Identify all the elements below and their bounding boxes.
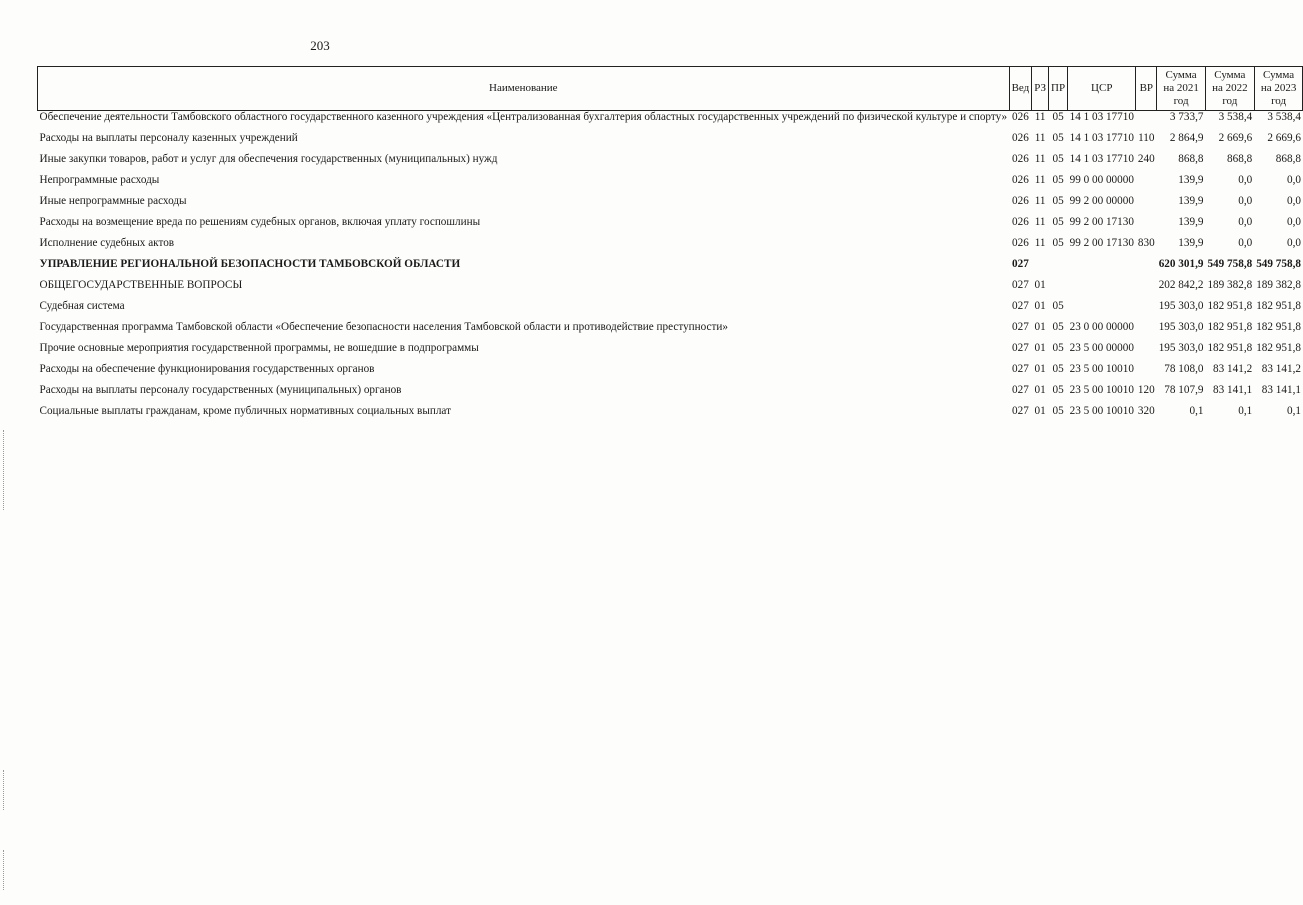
cell-ved: 026 [1012, 195, 1029, 207]
cell-pr: 05 [1052, 132, 1064, 144]
cell-sum-2022: 83 141,1 [1213, 384, 1253, 396]
cell-ved: 027 [1012, 321, 1029, 333]
cell-csr: 14 1 03 17710 [1069, 153, 1134, 165]
cell-sum-2023: 2 669,6 [1267, 132, 1301, 144]
cell-sum-2023: 868,8 [1275, 153, 1301, 165]
scan-margin-mark [3, 850, 5, 890]
col-header-name: Наименование [38, 67, 1010, 111]
cell-ved: 027 [1012, 405, 1029, 417]
cell-name: Социальные выплаты гражданам, кроме публичных нормативных социальных выплат [39, 405, 451, 417]
cell-sum-2022: 0,0 [1238, 195, 1253, 207]
cell-sum-2022: 2 669,6 [1218, 132, 1253, 144]
cell-sum-2022: 0,0 [1238, 216, 1253, 228]
cell-rz [1032, 258, 1049, 279]
cell-ved: 026 [1012, 132, 1029, 144]
table-row [38, 321, 1303, 342]
budget-table [37, 66, 1303, 426]
table-row [38, 300, 1303, 321]
cell-rz: 01 [1034, 321, 1046, 333]
cell-sum-2023: 182 951,8 [1256, 300, 1301, 312]
cell-csr: 99 2 00 17130 [1069, 216, 1134, 228]
cell-ved: 026 [1012, 174, 1029, 186]
cell-rz: 01 [1034, 279, 1046, 291]
cell-sum-2021: 78 107,9 [1164, 384, 1204, 396]
col-header-sum-2022: Сумма на 2022 год [1205, 67, 1254, 111]
cell-sum-2022: 0,0 [1238, 174, 1253, 186]
cell-sum-2022: 3 538,4 [1218, 111, 1253, 123]
cell-vr [1136, 300, 1157, 321]
cell-pr: 05 [1052, 111, 1064, 123]
table-row [38, 363, 1303, 384]
cell-name: Расходы на выплаты персоналу казенных учреждений [39, 132, 298, 144]
cell-vr [1136, 174, 1157, 195]
cell-sum-2023: 0,0 [1286, 237, 1301, 249]
table-row [38, 405, 1303, 426]
cell-sum-2021: 139,9 [1178, 174, 1204, 186]
cell-sum-2021: 195 303,0 [1158, 321, 1204, 333]
cell-csr [1068, 300, 1136, 321]
cell-rz: 01 [1034, 342, 1046, 354]
cell-csr: 23 5 00 10010 [1069, 384, 1134, 396]
cell-name: Расходы на обеспечение функционирования государственных органов [39, 363, 375, 375]
table-row [38, 237, 1303, 258]
cell-pr: 05 [1052, 300, 1064, 312]
cell-name: Расходы на выплаты персоналу государственных (муниципальных) органов [39, 384, 402, 396]
cell-sum-2022: 868,8 [1227, 153, 1253, 165]
cell-sum-2021: 139,9 [1178, 237, 1204, 249]
cell-vr [1136, 363, 1157, 384]
cell-vr: 240 [1137, 153, 1155, 165]
cell-vr: 830 [1137, 237, 1155, 249]
cell-sum-2023: 182 951,8 [1256, 321, 1301, 333]
col-header-sum-2021: Сумма на 2021 год [1157, 67, 1206, 111]
table-body [38, 111, 1303, 427]
scan-margin-mark [3, 770, 5, 810]
cell-vr [1136, 258, 1157, 279]
cell-pr [1049, 258, 1068, 279]
cell-pr: 05 [1052, 216, 1064, 228]
cell-sum-2021: 195 303,0 [1158, 342, 1204, 354]
cell-pr: 05 [1052, 153, 1064, 165]
col-header-rz: РЗ [1032, 67, 1049, 111]
cell-name: Судебная система [39, 300, 125, 312]
table-row [38, 111, 1303, 133]
cell-pr: 05 [1052, 405, 1064, 417]
cell-rz: 11 [1034, 174, 1046, 186]
table-row [38, 258, 1303, 279]
cell-ved: 027 [1012, 363, 1029, 375]
cell-pr: 05 [1052, 195, 1064, 207]
cell-sum-2021: 3 733,7 [1169, 111, 1204, 123]
cell-sum-2022: 189 382,8 [1207, 279, 1253, 291]
cell-csr: 23 5 00 00000 [1069, 342, 1134, 354]
table-row [38, 384, 1303, 405]
cell-vr [1136, 342, 1157, 363]
cell-csr: 99 2 00 17130 [1069, 237, 1134, 249]
cell-sum-2021: 139,9 [1178, 216, 1204, 228]
cell-name: УПРАВЛЕНИЕ РЕГИОНАЛЬНОЙ БЕЗОПАСНОСТИ ТАМБОВСКОЙ ОБЛАСТИ [39, 258, 461, 270]
cell-ved: 027 [1012, 279, 1029, 291]
cell-vr: 120 [1137, 384, 1155, 396]
cell-ved: 027 [1012, 258, 1029, 270]
cell-csr: 14 1 03 17710 [1069, 111, 1134, 123]
cell-name: Исполнение судебных актов [39, 237, 175, 249]
table-row [38, 132, 1303, 153]
cell-sum-2023: 549 758,8 [1256, 258, 1301, 270]
cell-rz: 01 [1034, 384, 1046, 396]
cell-sum-2021: 2 864,9 [1169, 132, 1204, 144]
cell-sum-2023: 0,0 [1286, 216, 1301, 228]
cell-ved: 027 [1012, 300, 1029, 312]
cell-sum-2023: 0,1 [1286, 405, 1301, 417]
cell-sum-2022: 0,0 [1238, 237, 1253, 249]
cell-ved: 026 [1012, 237, 1029, 249]
col-header-pr: ПР [1049, 67, 1068, 111]
cell-csr: 99 0 00 00000 [1069, 174, 1134, 186]
cell-name: Государственная программа Тамбовской области «Обеспечение безопасности населения Тамбовской области и противодействие преступности» [39, 321, 728, 333]
col-header-vr: ВР [1136, 67, 1157, 111]
table-row [38, 153, 1303, 174]
cell-sum-2022: 0,1 [1238, 405, 1253, 417]
cell-pr: 05 [1052, 321, 1064, 333]
cell-name: Расходы на возмещение вреда по решениям судебных органов, включая уплату госпошлины [39, 216, 481, 228]
cell-name: Непрограммные расходы [39, 174, 160, 186]
cell-csr: 99 2 00 00000 [1069, 195, 1134, 207]
cell-vr [1136, 321, 1157, 342]
cell-sum-2021: 78 108,0 [1164, 363, 1204, 375]
cell-rz: 11 [1034, 237, 1046, 249]
cell-sum-2023: 0,0 [1286, 195, 1301, 207]
cell-ved: 026 [1012, 153, 1029, 165]
scan-margin-mark [3, 430, 5, 510]
cell-rz: 11 [1034, 153, 1046, 165]
cell-vr: 320 [1137, 405, 1155, 417]
cell-ved: 027 [1012, 342, 1029, 354]
cell-sum-2022: 549 758,8 [1207, 258, 1253, 270]
table-row [38, 174, 1303, 195]
cell-rz: 11 [1034, 111, 1046, 123]
cell-rz: 11 [1034, 195, 1046, 207]
cell-csr: 23 0 00 00000 [1069, 321, 1134, 333]
cell-csr: 14 1 03 17710 [1069, 132, 1134, 144]
cell-name: ОБЩЕГОСУДАРСТВЕННЫЕ ВОПРОСЫ [39, 279, 243, 291]
cell-vr [1136, 279, 1157, 300]
cell-pr: 05 [1052, 174, 1064, 186]
cell-ved: 026 [1012, 111, 1029, 123]
cell-name: Иные непрограммные расходы [39, 195, 187, 207]
cell-sum-2023: 0,0 [1286, 174, 1301, 186]
page-number: 203 [310, 38, 330, 53]
cell-sum-2021: 868,8 [1178, 153, 1204, 165]
cell-sum-2022: 182 951,8 [1207, 300, 1253, 312]
cell-rz: 01 [1034, 405, 1046, 417]
cell-csr [1068, 258, 1136, 279]
table-row [38, 195, 1303, 216]
col-header-sum-2023: Сумма на 2023 год [1254, 67, 1303, 111]
cell-name: Прочие основные мероприятия государственной программы, не вошедшие в подпрограммы [39, 342, 479, 354]
table-header [38, 67, 1303, 111]
cell-sum-2021: 195 303,0 [1158, 300, 1204, 312]
cell-sum-2023: 83 141,2 [1261, 363, 1301, 375]
cell-sum-2023: 3 538,4 [1267, 111, 1301, 123]
cell-sum-2021: 139,9 [1178, 195, 1204, 207]
cell-sum-2023: 182 951,8 [1256, 342, 1301, 354]
cell-sum-2022: 182 951,8 [1207, 342, 1253, 354]
cell-vr [1136, 195, 1157, 216]
cell-sum-2023: 83 141,1 [1261, 384, 1301, 396]
cell-csr: 23 5 00 10010 [1069, 405, 1134, 417]
cell-pr: 05 [1052, 384, 1064, 396]
cell-vr [1136, 111, 1157, 133]
table-row [38, 342, 1303, 363]
cell-pr: 05 [1052, 342, 1064, 354]
cell-name: Иные закупки товаров, работ и услуг для обеспечения государственных (муниципальных) нужд [39, 153, 498, 165]
col-header-ved: Вед [1009, 67, 1032, 111]
cell-rz: 01 [1034, 363, 1046, 375]
cell-pr [1049, 279, 1068, 300]
cell-sum-2023: 189 382,8 [1256, 279, 1301, 291]
table-row [38, 216, 1303, 237]
cell-name: Обеспечение деятельности Тамбовского областного государственного казенного учреждения «Централизованная бухгалтерия областных государственных учреждений по физической культуре и спорту» [39, 111, 1008, 123]
cell-sum-2022: 182 951,8 [1207, 321, 1253, 333]
cell-pr: 05 [1052, 237, 1064, 249]
cell-csr [1068, 279, 1136, 300]
col-header-csr: ЦСР [1068, 67, 1136, 111]
cell-rz: 11 [1034, 216, 1046, 228]
cell-sum-2021: 202 842,2 [1158, 279, 1204, 291]
cell-rz: 11 [1034, 132, 1046, 144]
cell-vr: 110 [1138, 132, 1155, 144]
table-row [38, 279, 1303, 300]
cell-ved: 026 [1012, 216, 1029, 228]
cell-sum-2022: 83 141,2 [1213, 363, 1253, 375]
cell-csr: 23 5 00 10010 [1069, 363, 1134, 375]
cell-vr [1136, 216, 1157, 237]
cell-sum-2021: 0,1 [1189, 405, 1204, 417]
cell-rz: 01 [1034, 300, 1046, 312]
cell-pr: 05 [1052, 363, 1064, 375]
cell-sum-2021: 620 301,9 [1158, 258, 1204, 270]
cell-ved: 027 [1012, 384, 1029, 396]
